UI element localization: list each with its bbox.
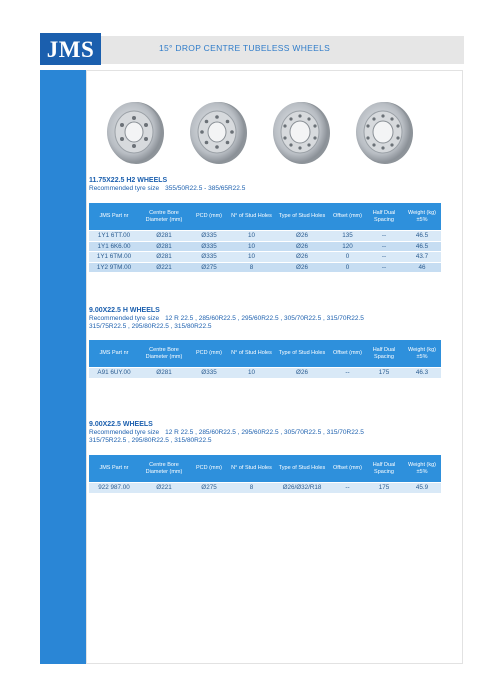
recommended-tyre-size: [89, 185, 449, 193]
table-cell: A91 6UY.00: [89, 368, 139, 378]
table-row: [89, 368, 441, 378]
table-cell: Ø275: [189, 483, 229, 493]
table-cell: Ø221: [139, 483, 189, 493]
column-header: Centre Bore Diameter (mm): [139, 340, 189, 368]
table-cell: Ø26: [274, 231, 330, 242]
table-cell: 1Y1 6TM.00: [89, 252, 139, 263]
table-cell: 1Y1 6TT.00: [89, 231, 139, 242]
table-cell: --: [365, 262, 403, 272]
table-cell: Ø335: [189, 231, 229, 242]
table-cell: 922 987.00: [89, 483, 139, 493]
table-cell: --: [365, 241, 403, 252]
tyre-size-value: 355/50R22.5 - 385/65R22.5: [165, 185, 246, 192]
table-cell: Ø26: [274, 241, 330, 252]
column-header: Offset (mm): [330, 455, 365, 483]
table-cell: Ø335: [189, 252, 229, 263]
spec-table: [89, 455, 441, 493]
jms-logo: JMS: [40, 33, 101, 65]
table-cell: 46.5: [403, 231, 441, 242]
tyre-size-value: 12 R 22.5 , 285/60R22.5 , 295/60R22.5 , 305/70R22.5 , 315/70R22.5: [165, 429, 364, 436]
table-cell: --: [330, 483, 365, 493]
spec-table: [89, 203, 441, 272]
column-header: Offset (mm): [330, 203, 365, 231]
column-header: PCD (mm): [189, 455, 229, 483]
table-header-row: [89, 203, 441, 231]
tyre-size-label: Recommended tyre size: [89, 185, 160, 192]
table-cell: --: [365, 252, 403, 263]
column-header: PCD (mm): [189, 340, 229, 368]
table-cell: 1Y2 9TM.00: [89, 262, 139, 272]
column-header: Type of Stud Holes: [274, 203, 330, 231]
section-title: 9.00X22.5 WHEELS: [89, 421, 153, 428]
table-cell: 46: [403, 262, 441, 272]
table-cell: 8: [229, 262, 274, 272]
table-row: [89, 262, 441, 272]
column-header: Centre Bore Diameter (mm): [139, 455, 189, 483]
column-header: Weight (kg) ±5%: [403, 203, 441, 231]
column-header: Half Dual Spacing: [365, 340, 403, 368]
table-cell: --: [330, 368, 365, 378]
table-cell: 175: [365, 483, 403, 493]
table-cell: Ø335: [189, 241, 229, 252]
tyre-size-continued: 315/75R22.5 , 295/80R22.5 , 315/80R22.5: [89, 436, 212, 444]
table-cell: 0: [330, 262, 365, 272]
table-header-row: [89, 455, 441, 483]
column-header: N° of Stud Holes: [229, 455, 274, 483]
column-header: Half Dual Spacing: [365, 203, 403, 231]
column-header: N° of Stud Holes: [229, 340, 274, 368]
table-cell: Ø281: [139, 241, 189, 252]
table-row: [89, 483, 441, 493]
table-cell: 46.5: [403, 241, 441, 252]
table-cell: --: [365, 231, 403, 242]
table-cell: Ø26: [274, 368, 330, 378]
table-cell: 10: [229, 231, 274, 242]
column-header: Type of Stud Holes: [274, 455, 330, 483]
table-row: [89, 231, 441, 242]
page-title: 15° DROP CENTRE TUBELESS WHEELS: [159, 43, 331, 53]
column-header: Offset (mm): [330, 340, 365, 368]
table-cell: 120: [330, 241, 365, 252]
tyre-size-label: Recommended tyre size: [89, 315, 160, 322]
table-cell: Ø335: [189, 368, 229, 378]
recommended-tyre-size: [89, 315, 449, 323]
table-cell: Ø26: [274, 252, 330, 263]
table-cell: 45.9: [403, 483, 441, 493]
spec-table: [89, 340, 441, 378]
table-cell: Ø26/Ø32/R18: [274, 483, 330, 493]
table-header-row: [89, 340, 441, 368]
table-cell: Ø26: [274, 262, 330, 272]
wheel-10-hole-icon: [353, 98, 415, 166]
table-cell: 0: [330, 252, 365, 263]
table-row: [89, 252, 441, 263]
table-row: [89, 241, 441, 252]
wheel-10-hole-icon: [270, 98, 332, 166]
column-header: JMS Part nr: [89, 203, 139, 231]
tyre-size-continued: 315/75R22.5 , 295/80R22.5 , 315/80R22.5: [89, 322, 212, 330]
column-header: JMS Part nr: [89, 340, 139, 368]
column-header: Half Dual Spacing: [365, 455, 403, 483]
column-header: Weight (kg) ±5%: [403, 455, 441, 483]
recommended-tyre-size: [89, 429, 449, 437]
tyre-size-label: Recommended tyre size: [89, 429, 160, 436]
table-cell: 1Y1 6K6.00: [89, 241, 139, 252]
table-cell: 135: [330, 231, 365, 242]
table-cell: Ø281: [139, 231, 189, 242]
table-cell: 10: [229, 241, 274, 252]
section-9-00x22-5-h: [89, 307, 449, 330]
table-cell: Ø281: [139, 368, 189, 378]
table-cell: 43.7: [403, 252, 441, 263]
section-11-75x22-5-h2: [89, 177, 449, 193]
table-cell: 10: [229, 368, 274, 378]
column-header: JMS Part nr: [89, 455, 139, 483]
table-cell: 8: [229, 483, 274, 493]
table-cell: Ø281: [139, 252, 189, 263]
sidebar-accent: [40, 70, 86, 664]
column-header: Type of Stud Holes: [274, 340, 330, 368]
wheel-6-hole-icon: [104, 98, 166, 166]
column-header: Weight (kg) ±5%: [403, 340, 441, 368]
column-header: PCD (mm): [189, 203, 229, 231]
table-cell: 46.3: [403, 368, 441, 378]
table-cell: 175: [365, 368, 403, 378]
wheel-images: [104, 98, 424, 166]
column-header: N° of Stud Holes: [229, 203, 274, 231]
column-header: Centre Bore Diameter (mm): [139, 203, 189, 231]
table-cell: Ø221: [139, 262, 189, 272]
tyre-size-value: 12 R 22.5 , 285/60R22.5 , 295/60R22.5 , 305/70R22.5 , 315/70R22.5: [165, 315, 364, 322]
section-title: 9.00X22.5 H WHEELS: [89, 307, 160, 314]
wheel-8-hole-icon: [187, 98, 249, 166]
section-9-00x22-5: [89, 421, 449, 444]
table-cell: Ø275: [189, 262, 229, 272]
table-cell: 10: [229, 252, 274, 263]
section-title: 11.75X22.5 H2 WHEELS: [89, 177, 168, 184]
